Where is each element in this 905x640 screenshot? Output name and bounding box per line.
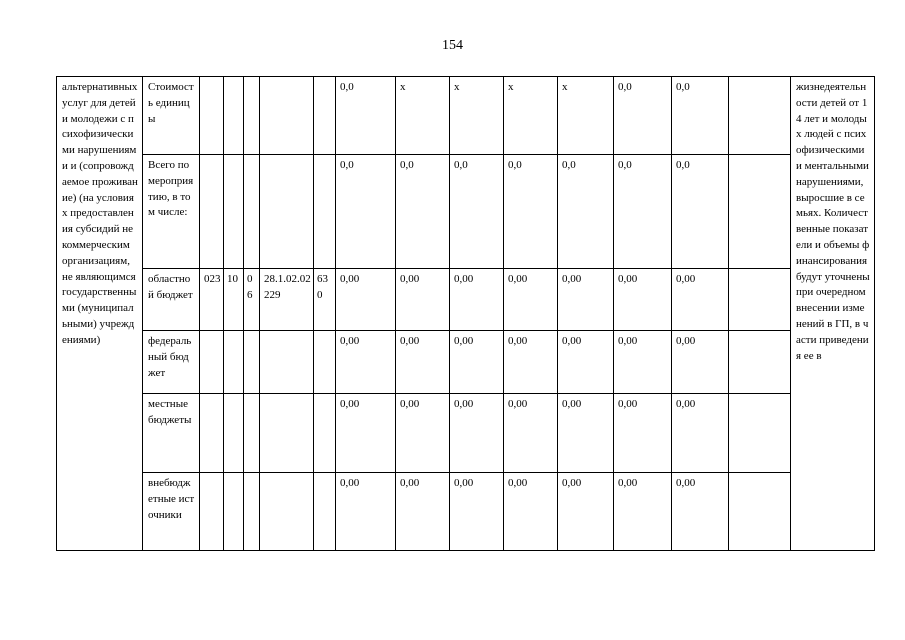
pr-cell [244, 77, 260, 155]
value-cell: 0,0 [504, 155, 558, 269]
row-label: областной бюджет [143, 269, 200, 331]
value-cell: 0,00 [672, 269, 729, 331]
vr-cell [314, 155, 336, 269]
value-cell [729, 77, 791, 155]
value-cell: 0,00 [614, 331, 672, 394]
rz-cell [224, 394, 244, 473]
csr-cell [260, 155, 314, 269]
value-cell: 0,0 [558, 155, 614, 269]
value-cell: 0,00 [336, 331, 396, 394]
value-cell: x [504, 77, 558, 155]
value-cell: 0,0 [450, 155, 504, 269]
value-cell [729, 269, 791, 331]
value-cell: 0,00 [504, 473, 558, 551]
grbs-cell [200, 473, 224, 551]
value-cell [729, 473, 791, 551]
row-label: внебюджетные источники [143, 473, 200, 551]
csr-cell [260, 394, 314, 473]
grbs-cell: 023 [200, 269, 224, 331]
value-cell: x [558, 77, 614, 155]
value-cell: 0,00 [450, 473, 504, 551]
rz-cell [224, 473, 244, 551]
value-cell: 0,00 [450, 394, 504, 473]
value-cell: 0,00 [396, 269, 450, 331]
row-label: Стоимость единицы [143, 77, 200, 155]
grbs-cell [200, 77, 224, 155]
table-row [57, 269, 875, 331]
page-number: 154 [442, 38, 463, 53]
value-cell: 0,0 [396, 155, 450, 269]
vr-cell [314, 473, 336, 551]
table-row [57, 77, 875, 155]
value-cell: x [396, 77, 450, 155]
table-row [57, 473, 875, 551]
value-cell [729, 331, 791, 394]
value-cell: 0,00 [504, 394, 558, 473]
value-cell: 0,00 [614, 473, 672, 551]
value-cell: 0,0 [614, 77, 672, 155]
value-cell: 0,00 [672, 331, 729, 394]
rz-cell: 10 [224, 269, 244, 331]
row-label: федеральный бюджет [143, 331, 200, 394]
value-cell: 0,00 [558, 394, 614, 473]
value-cell: 0,00 [396, 394, 450, 473]
value-cell: 0,00 [450, 269, 504, 331]
grbs-cell [200, 394, 224, 473]
table-row [57, 155, 875, 269]
value-cell: 0,00 [614, 269, 672, 331]
value-cell: 0,00 [396, 473, 450, 551]
value-cell [729, 155, 791, 269]
table-row [57, 331, 875, 394]
value-cell: 0,00 [558, 473, 614, 551]
pr-cell [244, 394, 260, 473]
row-label: местные бюджеты [143, 394, 200, 473]
pr-cell [244, 331, 260, 394]
value-cell: x [450, 77, 504, 155]
value-cell [729, 394, 791, 473]
value-cell: 0,00 [558, 269, 614, 331]
value-cell: 0,0 [672, 155, 729, 269]
csr-cell [260, 77, 314, 155]
rz-cell [224, 155, 244, 269]
value-cell: 0,00 [558, 331, 614, 394]
value-cell: 0,0 [614, 155, 672, 269]
value-cell: 0,00 [336, 394, 396, 473]
value-cell: 0,0 [336, 77, 396, 155]
value-cell: 0,00 [336, 473, 396, 551]
activity-cell: альтернативных услуг для детей и молодежи с психофизическими нарушениями и (сопровождаемое проживание) (на условиях предоставления субсидий некоммерческим организациям, не являющимся государственными (муниципальными) учреждениями) [57, 77, 143, 551]
value-cell: 0,00 [504, 269, 558, 331]
result-cell: жизнедеятельности детей от 14 лет и молодых людей с психофизическими и ментальными нарушениями, выросшие в семьях. Количественные показатели и объемы финансирования будут уточнены при очередном внесении изменений в ГП, в части приведения ее в [791, 77, 875, 551]
value-cell: 0,00 [336, 269, 396, 331]
row-label: Всего по мероприятию, в том числе: [143, 155, 200, 269]
table-row [57, 394, 875, 473]
grbs-cell [200, 155, 224, 269]
pr-cell [244, 155, 260, 269]
value-cell: 0,00 [614, 394, 672, 473]
value-cell: 0,0 [672, 77, 729, 155]
csr-cell [260, 331, 314, 394]
value-cell: 0,00 [672, 394, 729, 473]
pr-cell: 06 [244, 269, 260, 331]
vr-cell [314, 77, 336, 155]
grbs-cell [200, 331, 224, 394]
value-cell: 0,0 [336, 155, 396, 269]
rz-cell [224, 77, 244, 155]
value-cell: 0,00 [450, 331, 504, 394]
vr-cell: 630 [314, 269, 336, 331]
vr-cell [314, 394, 336, 473]
value-cell: 0,00 [396, 331, 450, 394]
pr-cell [244, 473, 260, 551]
vr-cell [314, 331, 336, 394]
budget-table [56, 76, 875, 551]
csr-cell [260, 473, 314, 551]
value-cell: 0,00 [504, 331, 558, 394]
csr-cell: 28.1.02.02229 [260, 269, 314, 331]
value-cell: 0,00 [672, 473, 729, 551]
rz-cell [224, 331, 244, 394]
